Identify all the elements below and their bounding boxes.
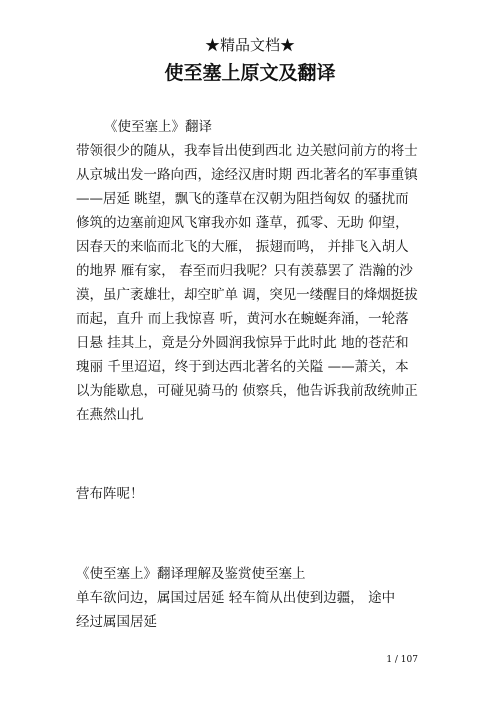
text-line: ——居延 眺望，飘飞的蓬草在汉朝为阻挡匈奴 的骚扰而 [76, 191, 409, 207]
closing-section [76, 482, 432, 506]
text-line: 经过属国居延 [76, 614, 157, 630]
text-line: 日悬 挂其上，竟是分外圆润我惊异于此时此 地的苍茫和 [76, 335, 409, 351]
appreciation-section [76, 562, 432, 634]
section-heading: 《使至塞上》翻译 [104, 119, 212, 135]
text-line: 因春天的来临而北飞的大雁， 振翅而鸣， 并排飞入胡人 [76, 239, 409, 255]
text-line: 以为能歇息，可碰见骑马的 侦察兵，他告诉我前敌统帅正 [76, 383, 418, 399]
text-line: 修筑的边塞前迎风飞窜我亦如 蓬草，孤零、无助 仰望， [76, 215, 409, 231]
text-line: 营布阵呢！ [76, 486, 144, 502]
text-line: 漠，虽广袤雄壮，却空旷单 调，突见一缕醒目的烽烟挺拔 [76, 287, 418, 303]
document-title: 使至塞上原文及翻译 [164, 62, 336, 84]
page-header: ★精品文档★ [204, 36, 295, 54]
text-line: 单车欲问边，属国过居延 轻车简从出使到边疆， 途中 [76, 590, 396, 606]
text-line: 瑰丽 千里迢迢，终于到达西北著名的关隘 ——萧关，本 [76, 359, 409, 375]
translation-section [76, 115, 432, 427]
text-line: 带领很少的随从，我奉旨出使到西北 边关慰问前方的将士 [76, 143, 418, 159]
section-heading: 《使至塞上》翻译理解及鉴赏使至塞上 [76, 566, 306, 582]
text-line: 从京城出发一路向西，途经汉唐时期 西北著名的军事重镇 [76, 167, 418, 183]
text-line: 而起，直升 而上我惊喜 听，黄河水在蜿蜒奔涌，一轮落 [76, 311, 409, 327]
page-number: 1 / 107 [386, 655, 418, 665]
text-line: 在燕然山扎 [76, 407, 144, 423]
text-line: 的地界 雁有家， 春至而归我呢？只有羡慕罢了 浩瀚的沙 [76, 263, 413, 279]
